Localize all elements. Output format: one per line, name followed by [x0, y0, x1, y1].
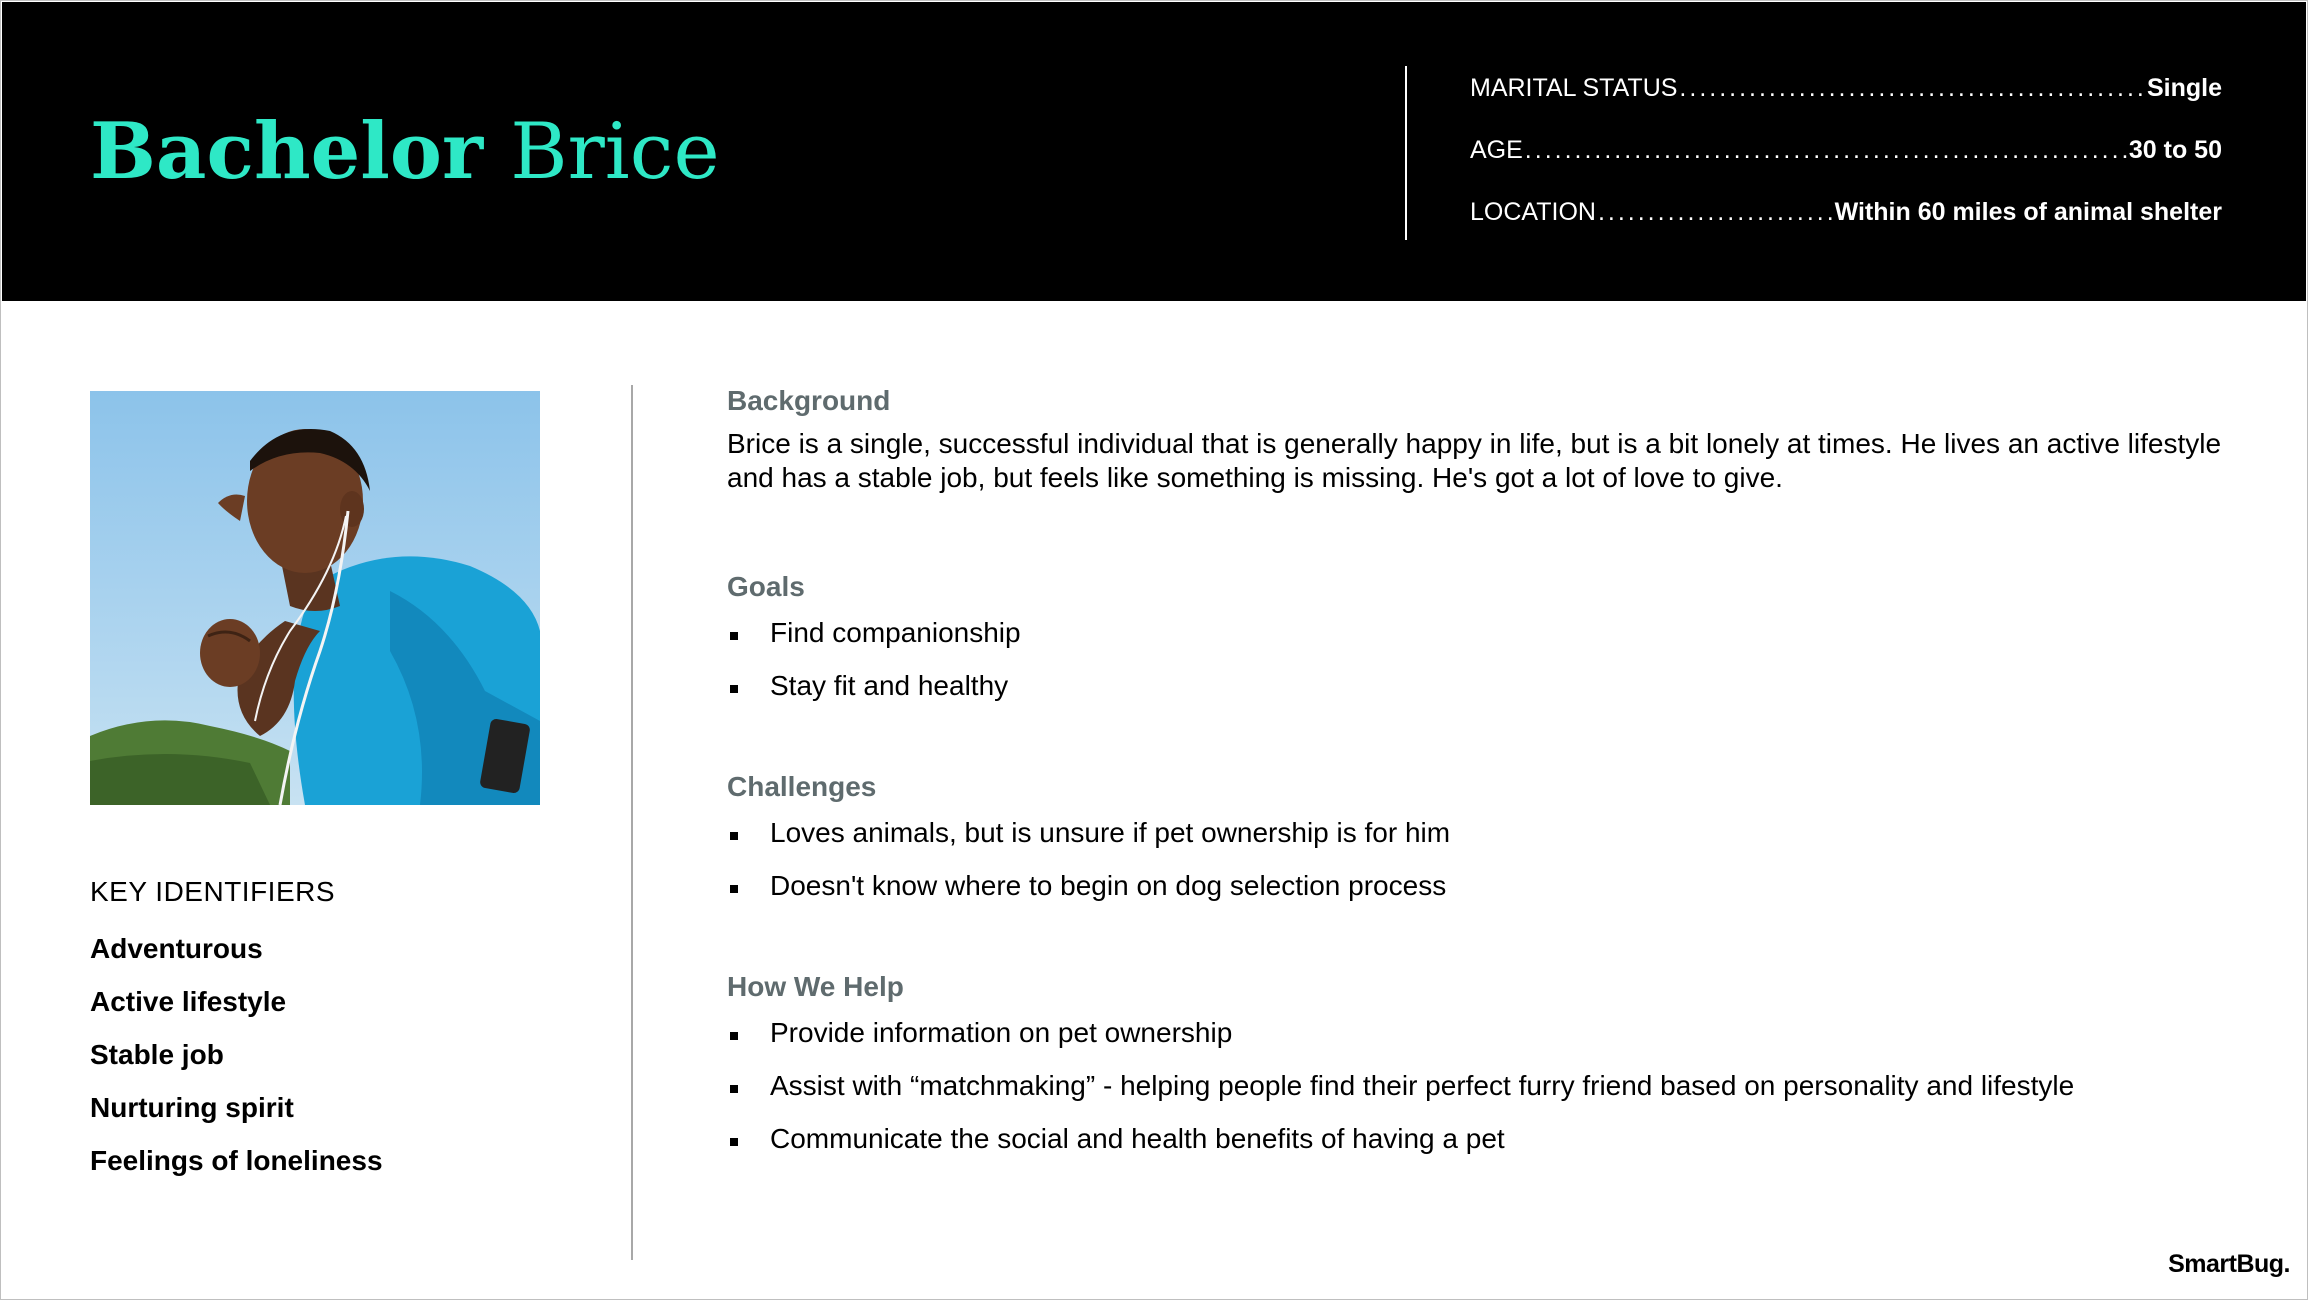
- dot-leader: [1598, 198, 1833, 227]
- key-identifiers-list: [90, 932, 383, 1197]
- smartbug-logo: SmartBug.: [2168, 1250, 2290, 1278]
- fact-marital-status: [1470, 74, 2222, 136]
- persona-photo-illustration: [90, 391, 540, 805]
- challenges-section: [727, 767, 2227, 919]
- fact-label: MARITAL STATUS: [1470, 74, 1678, 102]
- persona-details: [727, 381, 2227, 1172]
- fact-label: AGE: [1470, 136, 1523, 164]
- fact-value: Single: [2146, 74, 2222, 102]
- key-identifier: Stable job: [90, 1039, 224, 1070]
- dot-leader: [1525, 136, 2127, 165]
- persona-header: [2, 2, 2306, 301]
- challenges-list: [727, 813, 2227, 919]
- persona-facts: [1470, 74, 2222, 260]
- fact-label: LOCATION: [1470, 198, 1596, 226]
- persona-last-name: Brice: [510, 107, 720, 197]
- key-identifier: Adventurous: [90, 933, 263, 964]
- challenge-item: Doesn't know where to begin on dog selection process: [727, 866, 2227, 919]
- challenges-heading: Challenges: [727, 771, 877, 802]
- dot-leader: [1679, 74, 2145, 103]
- persona-first-name: Bachelor: [90, 106, 484, 197]
- background-text: Brice is a single, successful individual that is generally happy in life, but is a bit lonely at times. He lives an active lifestyle and has a stable job, but feels like something is missing. He's got a lot of love to give.: [727, 428, 2222, 493]
- persona-photo: [90, 391, 540, 805]
- how-we-help-list: [727, 1013, 2227, 1172]
- help-item: Assist with “matchmaking” - helping people find their perfect furry friend based on personality and lifestyle: [727, 1066, 2227, 1119]
- column-divider: [631, 385, 633, 1260]
- goals-section: [727, 567, 2227, 719]
- fact-age: [1470, 136, 2222, 198]
- fact-value: 30 to 50: [2128, 136, 2222, 164]
- key-identifier: Nurturing spirit: [90, 1092, 294, 1123]
- background-heading: Background: [727, 385, 891, 416]
- goals-heading: Goals: [727, 571, 805, 602]
- header-divider: [1405, 66, 1407, 240]
- key-identifier: Active lifestyle: [90, 986, 287, 1017]
- goals-list: [727, 613, 2227, 719]
- background-section: [727, 381, 2227, 495]
- help-item: Provide information on pet ownership: [727, 1013, 2227, 1066]
- goal-item: Find companionship: [727, 613, 2227, 666]
- persona-name: [90, 102, 720, 202]
- key-identifiers-heading: KEY IDENTIFIERS: [90, 876, 336, 907]
- how-we-help-heading: How We Help: [727, 971, 904, 1002]
- fact-location: [1470, 198, 2222, 260]
- challenge-item: Loves animals, but is unsure if pet ownership is for him: [727, 813, 2227, 866]
- help-item: Communicate the social and health benefits of having a pet: [727, 1119, 2227, 1172]
- key-identifier: Feelings of loneliness: [90, 1145, 383, 1176]
- goal-item: Stay fit and healthy: [727, 666, 2227, 719]
- how-we-help-section: [727, 967, 2227, 1172]
- fact-value: Within 60 miles of animal shelter: [1834, 198, 2222, 226]
